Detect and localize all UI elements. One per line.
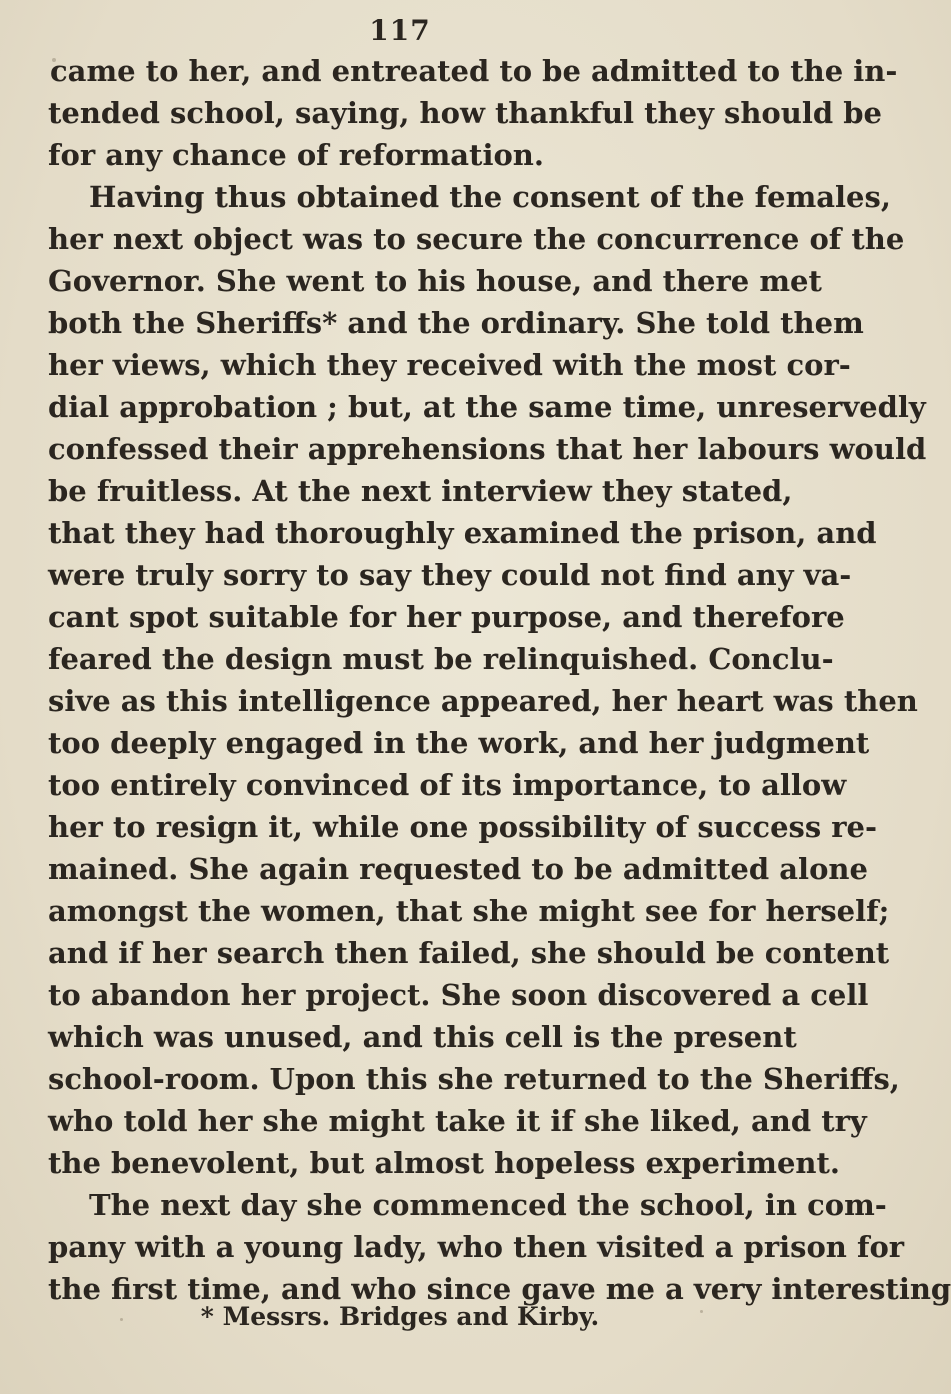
text-line: both the Sheriffs* and the ordinary. She told them [48, 306, 864, 340]
text-line: for any chance of reformation. [48, 138, 544, 172]
text-line: Having thus obtained the consent of the females, [89, 180, 891, 214]
paper-speck [700, 1310, 703, 1313]
paper-speck [120, 1318, 123, 1321]
text-line: which was unused, and this cell is the present [48, 1020, 797, 1054]
text-line: and if her search then failed, she should be content [48, 936, 890, 970]
text-line: the benevolent, but almost hopeless experiment. [48, 1146, 840, 1180]
text-line: that they had thoroughly examined the prison, and [48, 516, 877, 550]
text-line: Governor. She went to his house, and there met [48, 264, 822, 298]
text-line: mained. She again requested to be admitted alone [48, 852, 868, 886]
text-line: too entirely convinced of its importance, to allow [48, 768, 847, 802]
text-line: who told her she might take it if she liked, and try [48, 1104, 867, 1138]
text-line: her next object was to secure the concurrence of the [48, 222, 905, 256]
text-line: the first time, and who since gave me a very interesting [48, 1272, 951, 1306]
text-line: pany with a young lady, who then visited a prison for [48, 1230, 905, 1264]
text-line: dial approbation ; but, at the same time, unreservedly [48, 390, 926, 424]
text-line: school-room. Upon this she returned to the Sheriffs, [48, 1062, 900, 1096]
text-line: too deeply engaged in the work, and her judgment [48, 726, 870, 760]
text-line: came to her, and entreated to be admitted to the in- [50, 54, 898, 88]
text-line: sive as this intelligence appeared, her heart was then [48, 684, 918, 718]
text-line: amongst the women, that she might see for herself; [48, 894, 890, 928]
footnote: * Messrs. Bridges and Kirby. [200, 1302, 600, 1331]
text-line: her views, which they received with the most cor- [48, 348, 851, 382]
text-line: feared the design must be relinquished. Conclu- [48, 642, 834, 676]
text-line: were truly sorry to say they could not find any va- [48, 558, 852, 592]
text-line: her to resign it, while one possibility of success re- [48, 810, 878, 844]
text-line: cant spot suitable for her purpose, and therefore [48, 600, 845, 634]
text-line: tended school, saying, how thankful they should be [48, 96, 882, 130]
text-line: The next day she commenced the school, in com- [89, 1188, 887, 1222]
paper-speck [52, 58, 56, 62]
text-line: to abandon her project. She soon discovered a cell [48, 978, 869, 1012]
text-line: confessed their apprehensions that her labours would [48, 432, 927, 466]
page-number: 117 [369, 14, 431, 47]
text-line: be fruitless. At the next interview they stated, [48, 474, 793, 508]
